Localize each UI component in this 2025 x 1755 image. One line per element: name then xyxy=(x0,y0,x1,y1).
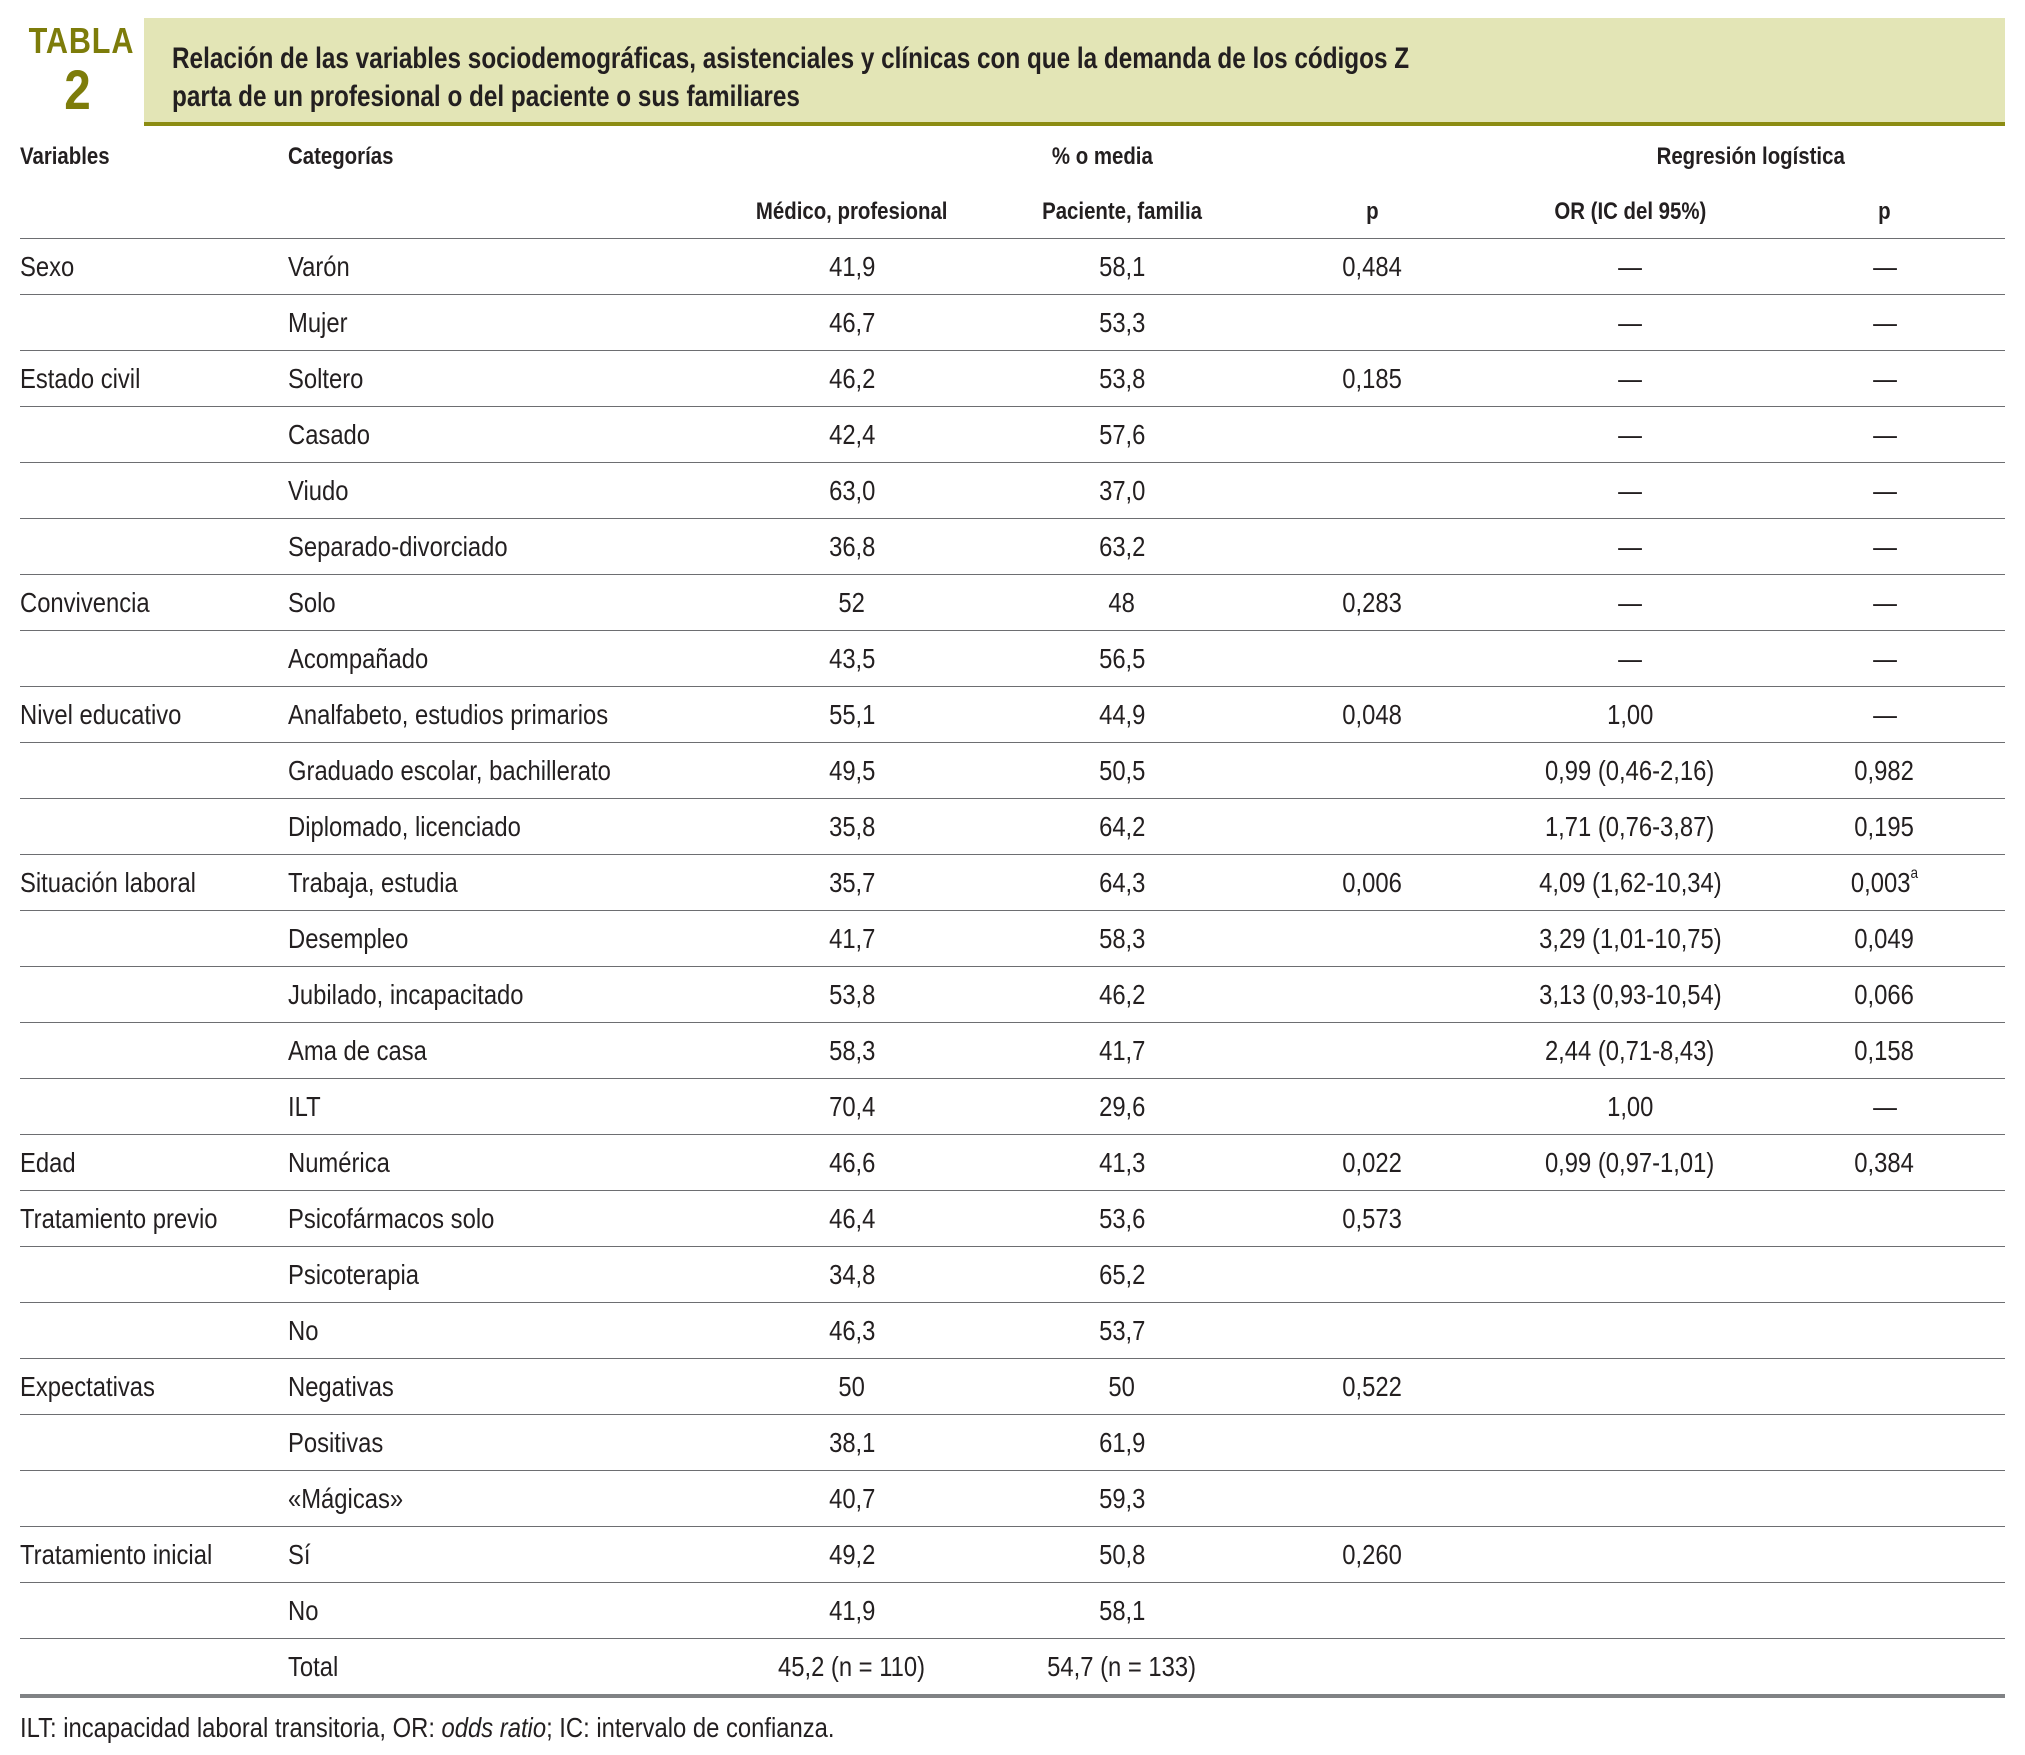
cell-variable: Expectativas xyxy=(20,1359,288,1415)
cell-p2 xyxy=(1764,1471,2005,1527)
cell-categoria: Soltero xyxy=(288,351,708,407)
cell-or xyxy=(1496,1359,1764,1415)
table-row xyxy=(20,1415,2005,1471)
cell-categoria: Acompañado xyxy=(288,631,708,687)
table-row xyxy=(20,743,2005,799)
table-row xyxy=(20,855,2005,911)
cell-paciente: 46,2 xyxy=(996,967,1248,1023)
cell-categoria: Diplomado, licenciado xyxy=(288,799,708,855)
cell-or xyxy=(1496,1471,1764,1527)
col-header-medico: Médico, profesional xyxy=(708,186,996,239)
cell-medico: 46,3 xyxy=(708,1303,996,1359)
table-row xyxy=(20,575,2005,631)
cell-medico: 46,7 xyxy=(708,295,996,351)
cell-paciente: 64,3 xyxy=(996,855,1248,911)
cell-p2: 0,049 xyxy=(1764,911,2005,967)
cell-categoria: No xyxy=(288,1303,708,1359)
cell-variable xyxy=(20,1471,288,1527)
cell-or xyxy=(1496,1527,1764,1583)
cell-or: — xyxy=(1496,295,1764,351)
cell-medico: 46,2 xyxy=(708,351,996,407)
cell-categoria: Separado-divorciado xyxy=(288,519,708,575)
cell-or: — xyxy=(1496,631,1764,687)
cell-or: 1,00 xyxy=(1496,687,1764,743)
cell-p2: — xyxy=(1764,463,2005,519)
cell-paciente: 50 xyxy=(996,1359,1248,1415)
cell-medico: 36,8 xyxy=(708,519,996,575)
cell-p: 0,006 xyxy=(1248,855,1496,911)
col-header-categorias: Categorías xyxy=(288,143,394,170)
cell-paciente: 57,6 xyxy=(996,407,1248,463)
cell-p: 0,260 xyxy=(1248,1527,1496,1583)
cell-variable xyxy=(20,911,288,967)
cell-variable xyxy=(20,631,288,687)
table-row xyxy=(20,967,2005,1023)
cell-variable xyxy=(20,519,288,575)
cell-categoria: Solo xyxy=(288,575,708,631)
table-row xyxy=(20,1303,2005,1359)
title-line-1: Relación de las variables sociodemográficas, asistenciales y clínicas con que la demanda de los códigos Z xyxy=(172,42,1410,75)
cell-p2 xyxy=(1764,1247,2005,1303)
cell-categoria: Viudo xyxy=(288,463,708,519)
cell-paciente: 53,7 xyxy=(996,1303,1248,1359)
cell-p xyxy=(1248,1583,1496,1639)
table-row xyxy=(20,295,2005,351)
cell-p2: 0,982 xyxy=(1764,743,2005,799)
cell-or: 1,71 (0,76-3,87) xyxy=(1496,799,1764,855)
cell-p: 0,283 xyxy=(1248,575,1496,631)
cell-variable xyxy=(20,1079,288,1135)
cell-variable xyxy=(20,967,288,1023)
cell-p xyxy=(1248,911,1496,967)
cell-medico: 46,4 xyxy=(708,1191,996,1247)
cell-p2 xyxy=(1764,1191,2005,1247)
cell-variable xyxy=(20,463,288,519)
cell-variable: Convivencia xyxy=(20,575,288,631)
table-row xyxy=(20,1135,2005,1191)
cell-categoria: Ama de casa xyxy=(288,1023,708,1079)
footnote-part2: ; IC: intervalo de confianza. xyxy=(546,1712,835,1743)
cell-variable: Nivel educativo xyxy=(20,687,288,743)
cell-p2: 0,195 xyxy=(1764,799,2005,855)
cell-variable xyxy=(20,799,288,855)
cell-categoria: Graduado escolar, bachillerato xyxy=(288,743,708,799)
cell-or: 0,99 (0,46-2,16) xyxy=(1496,743,1764,799)
cell-variable xyxy=(20,1023,288,1079)
cell-p2: — xyxy=(1764,407,2005,463)
cell-medico: 50 xyxy=(708,1359,996,1415)
cell-or xyxy=(1496,1415,1764,1471)
cell-or xyxy=(1496,1247,1764,1303)
cell-paciente: 53,3 xyxy=(996,295,1248,351)
cell-or xyxy=(1496,1303,1764,1359)
cell-p: 0,048 xyxy=(1248,687,1496,743)
cell-medico: 41,9 xyxy=(708,1583,996,1639)
col-header-variables: Variables xyxy=(20,143,110,170)
cell-or: 4,09 (1,62-10,34) xyxy=(1496,855,1764,911)
cell-or: 1,00 xyxy=(1496,1079,1764,1135)
cell-p2: 0,066 xyxy=(1764,967,2005,1023)
cell-variable xyxy=(20,1639,288,1697)
col-header-or: OR (IC del 95%) xyxy=(1496,186,1764,239)
cell-variable: Tratamiento previo xyxy=(20,1191,288,1247)
cell-p2: — xyxy=(1764,1079,2005,1135)
table-row xyxy=(20,1191,2005,1247)
cell-medico: 52 xyxy=(708,575,996,631)
cell-categoria: Trabaja, estudia xyxy=(288,855,708,911)
cell-variable xyxy=(20,1303,288,1359)
cell-p2: — xyxy=(1764,631,2005,687)
cell-paciente: 61,9 xyxy=(996,1415,1248,1471)
col-header-pct-media: % o media xyxy=(1051,143,1153,170)
header-row-2 xyxy=(20,186,2005,239)
table-row xyxy=(20,631,2005,687)
cell-categoria: Psicoterapia xyxy=(288,1247,708,1303)
cell-categoria: Psicofármacos solo xyxy=(288,1191,708,1247)
table-title xyxy=(172,40,1792,116)
cell-p: 0,022 xyxy=(1248,1135,1496,1191)
cell-categoria: Total xyxy=(288,1639,708,1697)
cell-medico: 41,7 xyxy=(708,911,996,967)
title-line-2: parta de un profesional o del paciente o sus familiares xyxy=(172,80,800,113)
cell-medico: 49,5 xyxy=(708,743,996,799)
cell-variable: Tratamiento inicial xyxy=(20,1527,288,1583)
cell-p xyxy=(1248,1471,1496,1527)
cell-p xyxy=(1248,631,1496,687)
cell-p xyxy=(1248,1023,1496,1079)
cell-paciente: 41,3 xyxy=(996,1135,1248,1191)
cell-variable xyxy=(20,743,288,799)
cell-paciente: 29,6 xyxy=(996,1079,1248,1135)
cell-p: 0,484 xyxy=(1248,239,1496,295)
table-row xyxy=(20,1583,2005,1639)
table-row xyxy=(20,1247,2005,1303)
footnote-marker: a xyxy=(1910,864,1919,882)
cell-variable: Sexo xyxy=(20,239,288,295)
cell-categoria: Jubilado, incapacitado xyxy=(288,967,708,1023)
cell-p xyxy=(1248,1415,1496,1471)
cell-variable xyxy=(20,1415,288,1471)
table-row xyxy=(20,239,2005,295)
cell-paciente: 56,5 xyxy=(996,631,1248,687)
footnote-part1: ILT: incapacidad laboral transitoria, OR: xyxy=(20,1712,442,1743)
cell-variable: Estado civil xyxy=(20,351,288,407)
cell-p xyxy=(1248,1079,1496,1135)
cell-p2: 0,003$^a$ xyxy=(1764,855,2005,911)
cell-paciente: 58,3 xyxy=(996,911,1248,967)
cell-p: 0,522 xyxy=(1248,1359,1496,1415)
cell-p2 xyxy=(1764,1415,2005,1471)
cell-categoria: No xyxy=(288,1583,708,1639)
cell-p xyxy=(1248,799,1496,855)
cell-variable xyxy=(20,295,288,351)
cell-paciente: 48 xyxy=(996,575,1248,631)
cell-variable xyxy=(20,1583,288,1639)
cell-categoria: ILT xyxy=(288,1079,708,1135)
cell-p2: — xyxy=(1764,687,2005,743)
cell-medico: 38,1 xyxy=(708,1415,996,1471)
cell-p2: 0,384 xyxy=(1764,1135,2005,1191)
cell-paciente: 53,8 xyxy=(996,351,1248,407)
cell-or xyxy=(1496,1583,1764,1639)
cell-variable: Edad xyxy=(20,1135,288,1191)
cell-p xyxy=(1248,463,1496,519)
cell-categoria: Positivas xyxy=(288,1415,708,1471)
table-row xyxy=(20,1527,2005,1583)
cell-paciente: 50,5 xyxy=(996,743,1248,799)
cell-p xyxy=(1248,1247,1496,1303)
cell-medico: 70,4 xyxy=(708,1079,996,1135)
title-box xyxy=(144,18,2005,126)
cell-paciente: 41,7 xyxy=(996,1023,1248,1079)
cell-medico: 35,8 xyxy=(708,799,996,855)
table-row xyxy=(20,519,2005,575)
cell-paciente: 65,2 xyxy=(996,1247,1248,1303)
cell-medico: 55,1 xyxy=(708,687,996,743)
cell-medico: 40,7 xyxy=(708,1471,996,1527)
footnote-italic: odds ratio xyxy=(441,1712,547,1743)
table-row xyxy=(20,1023,2005,1079)
cell-medico: 34,8 xyxy=(708,1247,996,1303)
cell-categoria: Mujer xyxy=(288,295,708,351)
cell-or: — xyxy=(1496,239,1764,295)
cell-or: — xyxy=(1496,407,1764,463)
col-header-regresion: Regresión logística xyxy=(1656,143,1845,170)
cell-p xyxy=(1248,407,1496,463)
cell-categoria: Desempleo xyxy=(288,911,708,967)
col-header-p: p xyxy=(1248,186,1496,239)
cell-p2: 0,158 xyxy=(1764,1023,2005,1079)
cell-or: — xyxy=(1496,575,1764,631)
cell-p2: — xyxy=(1764,351,2005,407)
cell-medico: 58,3 xyxy=(708,1023,996,1079)
cell-p2 xyxy=(1764,1639,2005,1697)
cell-p2: — xyxy=(1764,295,2005,351)
cell-p2 xyxy=(1764,1527,2005,1583)
cell-paciente: 64,2 xyxy=(996,799,1248,855)
cell-or: 3,13 (0,93-10,54) xyxy=(1496,967,1764,1023)
cell-p: 0,185 xyxy=(1248,351,1496,407)
cell-paciente: 53,6 xyxy=(996,1191,1248,1247)
cell-medico: 35,7 xyxy=(708,855,996,911)
table-row xyxy=(20,687,2005,743)
cell-or: 0,99 (0,97-1,01) xyxy=(1496,1135,1764,1191)
cell-p xyxy=(1248,295,1496,351)
cell-categoria: Analfabeto, estudios primarios xyxy=(288,687,708,743)
cell-paciente: 50,8 xyxy=(996,1527,1248,1583)
data-table xyxy=(20,128,2005,1698)
cell-paciente: 37,0 xyxy=(996,463,1248,519)
cell-p2 xyxy=(1764,1583,2005,1639)
cell-p2: — xyxy=(1764,239,2005,295)
cell-p xyxy=(1248,1639,1496,1697)
col-header-p2: p xyxy=(1764,186,2005,239)
cell-p2 xyxy=(1764,1303,2005,1359)
cell-p2: — xyxy=(1764,575,2005,631)
table-number-label xyxy=(28,18,135,126)
cell-p: 0,573 xyxy=(1248,1191,1496,1247)
cell-p xyxy=(1248,519,1496,575)
cell-paciente: 58,1 xyxy=(996,1583,1248,1639)
cell-medico: 42,4 xyxy=(708,407,996,463)
cell-medico: 53,8 xyxy=(708,967,996,1023)
cell-paciente: 54,7 (n = 133) xyxy=(996,1639,1248,1697)
table-row xyxy=(20,1359,2005,1415)
cell-medico: 63,0 xyxy=(708,463,996,519)
table-row xyxy=(20,463,2005,519)
table-row xyxy=(20,1471,2005,1527)
col-header-paciente: Paciente, familia xyxy=(996,186,1248,239)
tabla-number: 2 xyxy=(64,58,91,121)
cell-paciente: 59,3 xyxy=(996,1471,1248,1527)
cell-categoria: Negativas xyxy=(288,1359,708,1415)
table-header xyxy=(20,18,2005,126)
cell-p xyxy=(1248,743,1496,799)
cell-paciente: 58,1 xyxy=(996,239,1248,295)
cell-categoria: Casado xyxy=(288,407,708,463)
cell-medico: 46,6 xyxy=(708,1135,996,1191)
cell-or xyxy=(1496,1191,1764,1247)
cell-or: — xyxy=(1496,463,1764,519)
cell-medico: 43,5 xyxy=(708,631,996,687)
cell-or: 2,44 (0,71-8,43) xyxy=(1496,1023,1764,1079)
cell-paciente: 63,2 xyxy=(996,519,1248,575)
cell-paciente: 44,9 xyxy=(996,687,1248,743)
cell-p xyxy=(1248,1303,1496,1359)
cell-variable xyxy=(20,407,288,463)
cell-or: — xyxy=(1496,351,1764,407)
cell-categoria: «Mágicas» xyxy=(288,1471,708,1527)
table-row xyxy=(20,911,2005,967)
cell-categoria: Varón xyxy=(288,239,708,295)
cell-p2 xyxy=(1764,1359,2005,1415)
footnote xyxy=(20,1712,834,1744)
cell-variable xyxy=(20,1247,288,1303)
cell-variable: Situación laboral xyxy=(20,855,288,911)
cell-p xyxy=(1248,967,1496,1023)
cell-p2: — xyxy=(1764,519,2005,575)
cell-categoria: Numérica xyxy=(288,1135,708,1191)
cell-or xyxy=(1496,1639,1764,1697)
cell-medico: 49,2 xyxy=(708,1527,996,1583)
tabla-word: TABLA xyxy=(28,20,135,61)
header-row-1 xyxy=(20,128,2005,186)
cell-or: — xyxy=(1496,519,1764,575)
cell-or: 3,29 (1,01-10,75) xyxy=(1496,911,1764,967)
table-row xyxy=(20,1079,2005,1135)
table-row xyxy=(20,351,2005,407)
cell-categoria: Sí xyxy=(288,1527,708,1583)
table-row xyxy=(20,1639,2005,1697)
table-row xyxy=(20,799,2005,855)
table-row xyxy=(20,407,2005,463)
cell-medico: 45,2 (n = 110) xyxy=(708,1639,996,1697)
cell-medico: 41,9 xyxy=(708,239,996,295)
